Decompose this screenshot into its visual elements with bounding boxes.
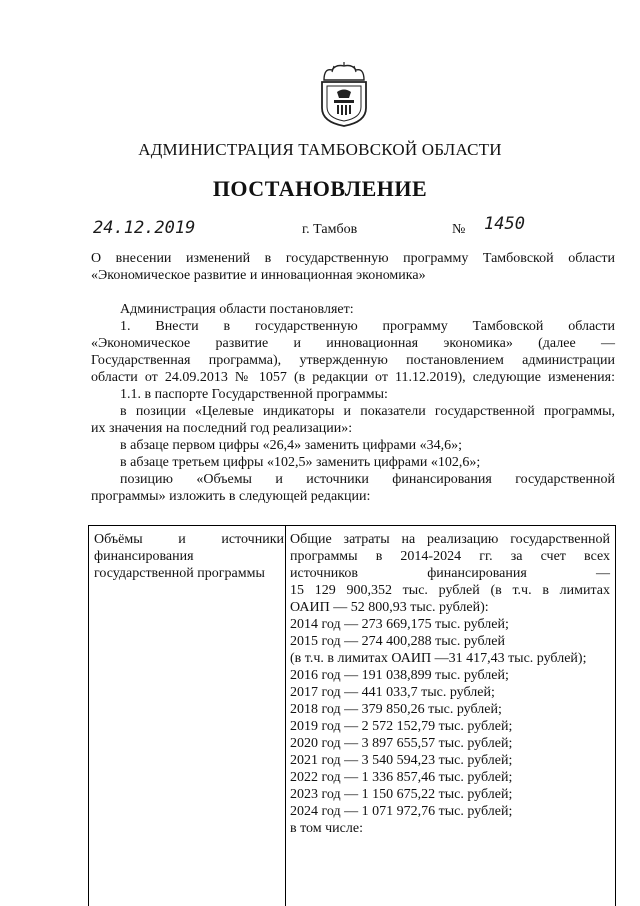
body-line: их значения на последний год реализации»: (91, 421, 353, 436)
table-right-cell-line: 2014 год — 273 669,175 тыс. рублей; (290, 617, 509, 632)
table-right-cell-line: 2016 год — 191 038,899 тыс. рублей; (290, 668, 509, 683)
table-right-cell-line: 15 129 900,352 тыс. рублей (в т.ч. в лимитах (290, 583, 610, 598)
organization-title: АДМИНИСТРАЦИЯ ТАМБОВСКОЙ ОБЛАСТИ (138, 140, 502, 159)
body-line: позицию «Объемы и источники финансирования государственной (120, 472, 615, 487)
body-line: в позиции «Целевые индикаторы и показатели государственной программы, (120, 404, 615, 419)
body-line: Государственная программа), утвержденную постановлением администрации (91, 353, 615, 368)
table-right-cell-line: 2021 год — 3 540 594,23 тыс. рублей; (290, 753, 513, 768)
city-label: г. Тамбов (302, 222, 358, 237)
body-line: Администрация области постановляет: (120, 302, 354, 317)
table-right-cell-line: 2020 год — 3 897 655,57 тыс. рублей; (290, 736, 513, 751)
funding-table (88, 525, 616, 906)
body-line: в абзаце третьем цифры «102,5» заменить цифрами «102,6»; (120, 455, 481, 470)
body-line: программы» изложить в следующей редакции: (91, 489, 371, 504)
table-right-cell-line: 2017 год — 441 033,7 тыс. рублей; (290, 685, 495, 700)
table-left-cell-line: Объёмы и источники (94, 532, 284, 547)
table-right-cell-line: 2018 год — 379 850,26 тыс. рублей; (290, 702, 502, 717)
table-left-cell-line: финансирования (94, 549, 194, 564)
table-right-cell-line: в том числе: (290, 821, 363, 836)
table-right-cell-line: (в т.ч. в лимитах ОАИП —31 417,43 тыс. рублей); (290, 651, 587, 666)
table-right-cell-line: источников финансирования — (290, 566, 610, 581)
coat-of-arms-icon (318, 62, 370, 128)
table-right-cell-line: 2023 год — 1 150 675,22 тыс. рублей; (290, 787, 513, 802)
document-type-title: ПОСТАНОВЛЕНИЕ (212, 176, 428, 201)
body-line: в абзаце первом цифры «26,4» заменить цифрами «34,6»; (120, 438, 462, 453)
table-right-cell-line: 2022 год — 1 336 857,46 тыс. рублей; (290, 770, 513, 785)
body-line: 1. Внести в государственную программу Тамбовской области (120, 319, 615, 334)
handwritten-number: 1450 (484, 214, 525, 234)
body-line: 1.1. в паспорте Государственной программы: (120, 387, 388, 402)
table-right-cell-line: ОАИП — 52 800,93 тыс. рублей): (290, 600, 489, 615)
table-right-cell-line: Общие затраты на реализацию государственной (290, 532, 610, 547)
number-label: № (452, 222, 466, 237)
subject-line: О внесении изменений в государственную программу Тамбовской области (91, 251, 615, 266)
table-right-cell-line: 2019 год — 2 572 152,79 тыс. рублей; (290, 719, 513, 734)
table-right-cell-line: программы в 2014-2024 гг. за счет всех (290, 549, 610, 564)
subject-line: «Экономическое развитие и инновационная экономика» (91, 268, 426, 283)
body-line: области от 24.09.2013 № 1057 (в редакции от 11.12.2019), следующие изменения: (91, 370, 615, 385)
table-right-cell-line: 2024 год — 1 071 972,76 тыс. рублей; (290, 804, 513, 819)
handwritten-date: 24.12.2019 (93, 218, 196, 238)
table-right-cell-line: 2015 год — 274 400,288 тыс. рублей (290, 634, 505, 649)
table-column-divider (285, 526, 286, 906)
table-left-cell-line: государственной программы (94, 566, 265, 581)
body-line: «Экономическое развитие и инновационная экономика» (далее — (91, 336, 615, 351)
